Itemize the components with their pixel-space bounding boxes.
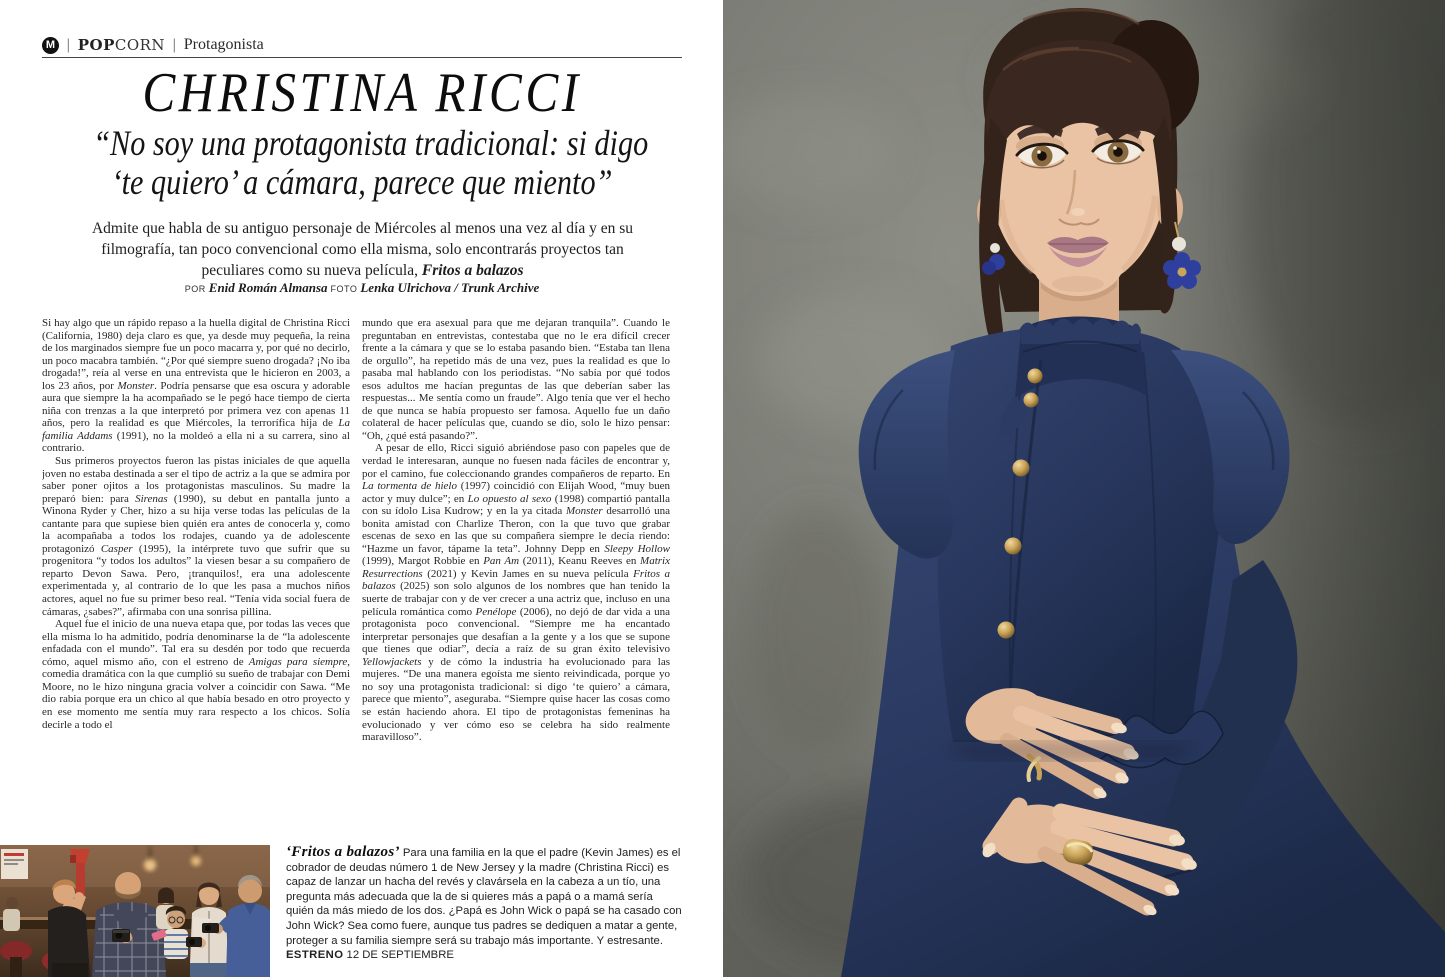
film-still-illustration <box>0 845 270 977</box>
headline-block <box>42 64 682 201</box>
byline-por-label: POR <box>184 284 206 294</box>
article-paragraph: Aquel fue el inicio de una nueva etapa que, por todas las veces que ella misma lo ha admitido, podría denominarse la de “la adolescente enfadada con el mundo”. Tal era su desdén por todo que recuerda cómo, aquel mismo año, con el estreno de Amigas para siempre, comedia dramática con la que cumplió su sueño de trabajar con Demi Moore, no le hizo ninguna gracia volver a coincidir con Sawa. “Me dio rabia porque era un chico al que había besado en otro proyecto y en ese momento me sentía muy rara respecto a los chicos. Solía decirle a todo el <box>42 618 350 731</box>
kicker-divider: | <box>66 37 71 53</box>
eye-right <box>1017 144 1067 168</box>
kicker-divider: | <box>172 37 177 53</box>
portrait-photo <box>723 0 1445 977</box>
portrait-illustration <box>723 0 1445 977</box>
caption-text: Para una familia en la que el padre (Kevin James) es el cobrador de deudas número 1 de New Jersey y la madre (Christina Ricci) es capaz de lanzar un hacha del revés y clavársela en la cabeza a un tío, una pregunta más adecuada que la de si quieres más a papá o a mamá sería quién da más miedo de los dos. ¿Papá es John Wick o papá se ha casado con John Wick? Sea como fuere, aunque tus padres se dediquen a matar a gente, proteger a su familia siempre será su trabajo más importante. Y estresante. <box>286 847 682 947</box>
section-name-light: CORN <box>114 36 166 54</box>
section-name <box>78 36 165 54</box>
film-still-photo <box>0 845 270 977</box>
caption-estreno-label: ESTRENO <box>286 949 344 962</box>
standfirst <box>75 218 650 281</box>
eye-left <box>1093 141 1143 164</box>
article-title: CHRISTINA RICCI <box>142 62 582 124</box>
article-paragraph: A pesar de ello, Ricci siguió abriéndose paso con papeles que de verdad le interesaran, aunque no fuesen nada fáciles de encontrar y, por el camino, fue coleccionando grandes compañeros de reparto. En La tormenta de hielo (1997) coincidió con Elijah Wood, “muy buen actor y muy dulce”; en Lo opuesto al sexo (1998) compartió pantalla con su ídolo Lisa Kudrow; y en la ya citada Monster desarrolló una bonita amistad con Charlize Theron, con la que tuvo que grabar escenas de sexo en las que su compañera siempre le decía riendo: “Hazme un favor, tápame la teta”. Johnny Depp en Sleepy Hollow (1999), Margot Robbie en Pan Am (2011), Keanu Reeves en Matrix Resurrections (2021) y Kevin James en su nueva película Fritos a balazos (2025) son solo algunos de los nombres que han tenido la suerte de trabajar con y de ver crecer a una actriz que, incluso en una película romántica como Penélope (2006), no dejó de dar vida a una protagonista poco convencional. “Siempre me ha encantado interpretar personajes que desafían a la gente y a los que se supone que tienes que odiar”, decía a raíz de su gran éxito televisivo Yellowjackets y de cómo la industria ha evolucionado para las mujeres. “De una manera egoísta me siento reivindicada, porque yo no soy una protagonista tradicional: si digo ‘te quiero’ a cámara, parece que miento”, aseguraba. “Siempre quise hacer las cosas como se están haciendo ahora. El tipo de protagonistas femeninas ha evolucionado y ver cómo eso se celebra ha sido realmente maravilloso”. <box>362 442 670 744</box>
brand-logo-icon: M <box>42 37 59 54</box>
article-column-1 <box>42 317 350 839</box>
standfirst-text: Admite que habla de su antiguo personaje de Miércoles al menos una vez al día y en su filmografía, tan poco convencional como ella misma, solo encontrarás proyectos tan peculiares como su nueva película, <box>91 220 634 279</box>
headline-quote-line1: “No soy una protagonista tradicional: si digo <box>93 122 649 163</box>
article-body <box>42 317 670 839</box>
film-caption <box>286 845 682 963</box>
byline-foto-label: FOTO <box>330 284 358 294</box>
article-paragraph: mundo que era asexual para que me dejaran tranquila”. Cuando le preguntaban en entrevistas, contestaba que no le era difícil crecer frente a la cámara y que se lo estaba pasando bien. “Estaba tan llena de orgullo”, ha repetido más de una vez, pues la realidad es que lo pasaba mal hablando con los periodistas. “No sabía por qué todos esos adultos me hacían preguntas de las que deberían saber las respuestas... Me sentía como un fraude”. Algo tenía que ver el hecho de que nunca se había propuesto ser famosa. Aquello fue un daño colateral de hacer películas que, cuando se dio, solo le hizo pensar: “Oh, ¿qué está pasando?”. <box>362 317 670 442</box>
page-label: Protagonista <box>183 36 264 53</box>
byline-author: Enid Román Almansa <box>208 280 328 295</box>
byline-photographer: Lenka Ulrichova / Trunk Archive <box>360 280 540 295</box>
standfirst-movie-title: Fritos a balazos <box>421 262 524 279</box>
article-column-2 <box>362 317 670 839</box>
section-name-bold: POP <box>77 36 115 54</box>
dress-bodice <box>938 326 1222 742</box>
article-paragraph: Sus primeros proyectos fueron las pistas iniciales de que aquella joven no estaba destinada a ser el tipo de actriz a la que se admira por saber poner ojitos a los protagonistas masculinos. Su madre la preparó bien: para Sirenas (1990), su debut en pantalla junto a Winona Ryder y Cher, hizo a su hija verse todas las películas de la cantante para que supiese bien quién era antes de conocerla y, como la acompañaba a todos los rodajes, cuando ya de adolescente protagonizó Casper (1995), la intérprete tuvo que sufrir que su progenitora “y todos los adultos” la viesen besar a su compañero de reparto Devon Sawa. Pero, ¡tranquilos!, era una adolescente experimentada y, al contrario de lo que les pasa a muchos niños actores, aquel no fue su primer beso real. “Tenía vida social fuera de cámaras, ¿sabes?”, afirmaba con una sonrisa pillina. <box>42 455 350 618</box>
caption-movie-title: ‘Fritos a balazos’ <box>286 844 400 860</box>
section-kicker <box>42 33 682 58</box>
headline-quote-line2: ‘te quiero’ a cámara, parece que miento” <box>111 161 613 202</box>
article-paragraph: Si hay algo que un rápido repaso a la huella digital de Christina Ricci (California, 1980) deja claro es que, ya desde muy pequeña, la reina de los marginados siempre fue un poco macarra y, por qué no decirlo, un poco macabra también. “¿Por qué siempre sueno drogada? ¡No iba drogada!”, reía al verse en una entrevista que le hicieron en 2003, a los 23 años, por Monster. Podría pensarse que esa oscura y adorable aura que siempre la ha acompañado se le pegó hace tiempo de cierta niña con trenzas a la que interpretó por primera vez con apenas 11 años, pero la realidad es que Miércoles, la terrorífica hija de La familia Addams (1991), no la moldeó a ella ni a su carrera, sino al contrario. <box>42 317 350 455</box>
caption-estreno-date: 12 DE SEPTIEMBRE <box>343 949 454 962</box>
byline <box>42 280 682 296</box>
